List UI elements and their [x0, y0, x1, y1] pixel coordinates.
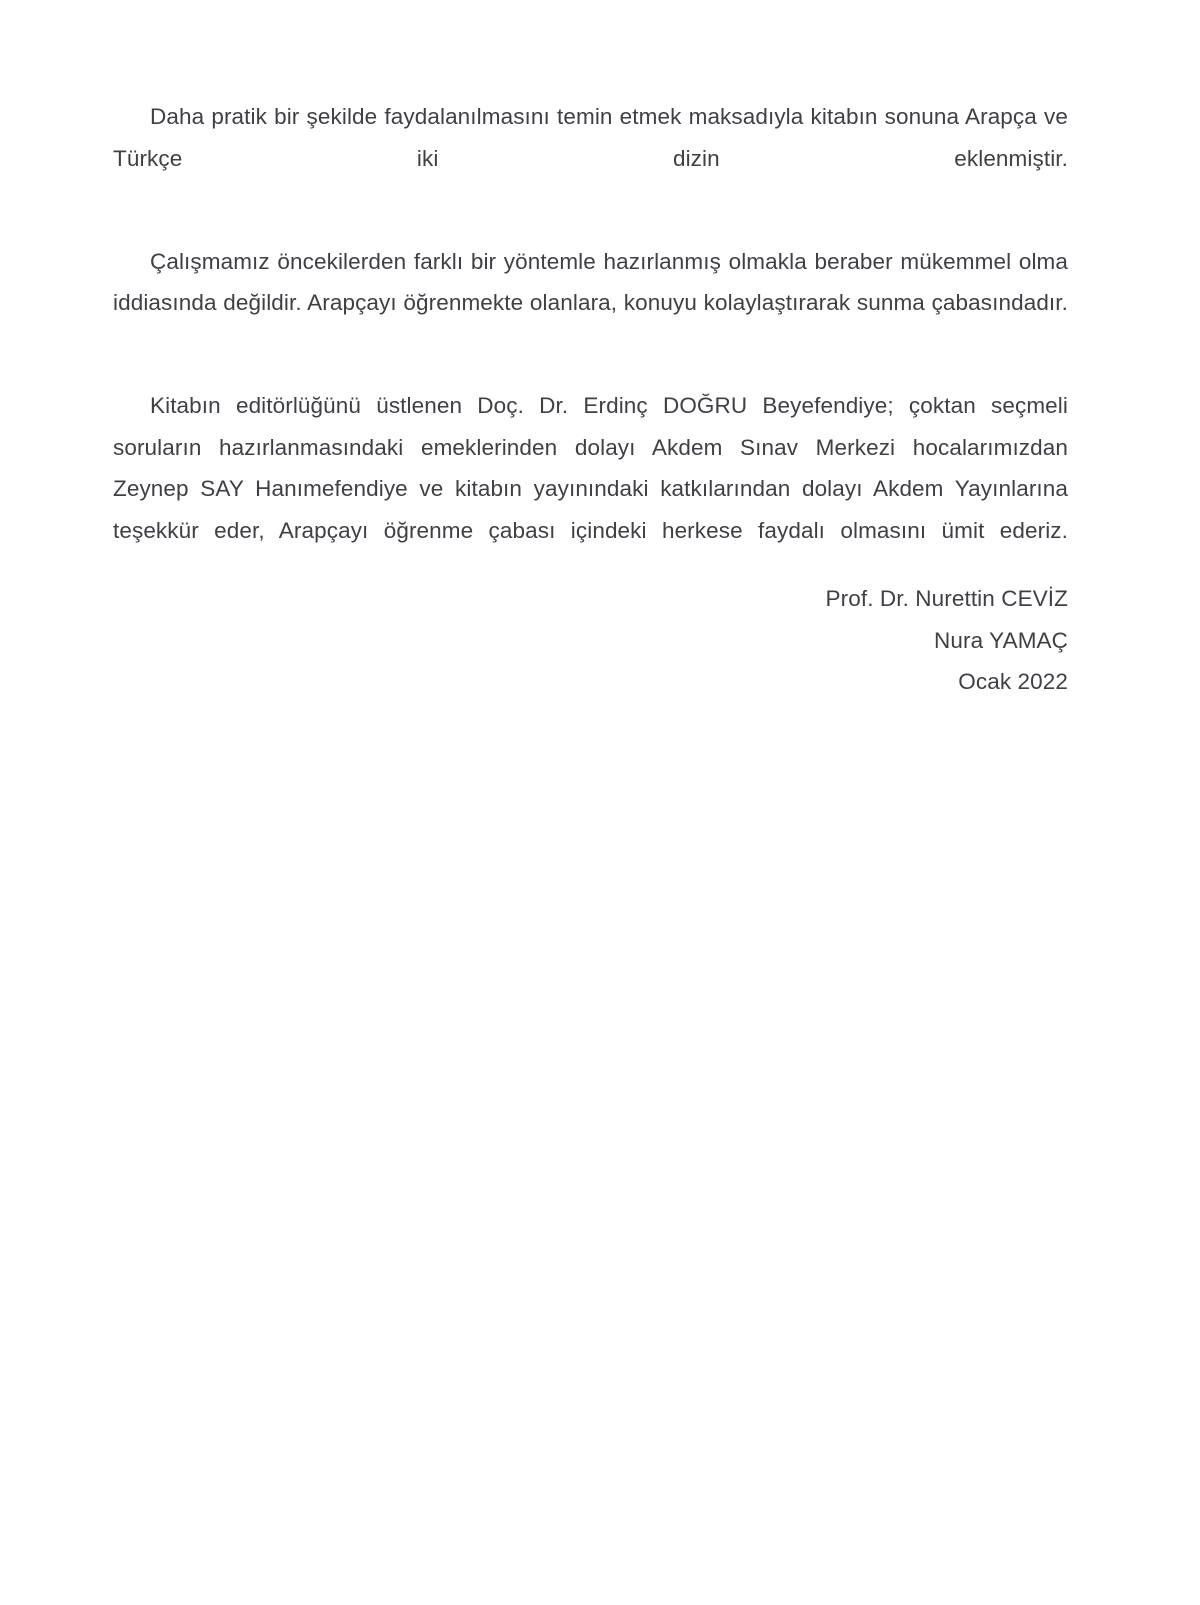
- paragraph-2: Çalışmamız öncekilerden farklı bir yöntemle hazırlanmış olmakla beraber mükemmel olma iddiasında değildir. Arapçayı öğrenmekte olanlara, konuyu kolaylaştırarak sunma çabasındadır.: [113, 248, 1068, 315]
- paragraph-3: Kitabın editörlüğünü üstlenen Doç. Dr. Erdinç DOĞRU Beyefendiye; çoktan seçmeli soruların hazırlanmasındaki emeklerinden dolayı Akdem Sınav Merkezi hocalarımızdan Zeynep SAY Hanımefendiye ve kitabın yayınındaki katkılarından dolayı Akdem Yayınlarına teşekkür eder, Arapçayı öğrenme çabası içindeki herkese faydalı olmasını ümit ederiz.: [113, 393, 1068, 543]
- signature-block: [113, 578, 1068, 703]
- signature-author-primary: Prof. Dr. Nurettin CEVİZ: [825, 586, 1068, 611]
- signature-date: Ocak 2022: [958, 669, 1068, 694]
- preface-body: [113, 96, 1068, 593]
- signature-author-secondary: Nura YAMAÇ: [934, 627, 1068, 653]
- paragraph-1: Daha pratik bir şekilde faydalanılmasını temin etmek maksadıyla kitabın sonuna Arapça ve Türkçe iki dizin eklenmiştir.: [113, 104, 1068, 171]
